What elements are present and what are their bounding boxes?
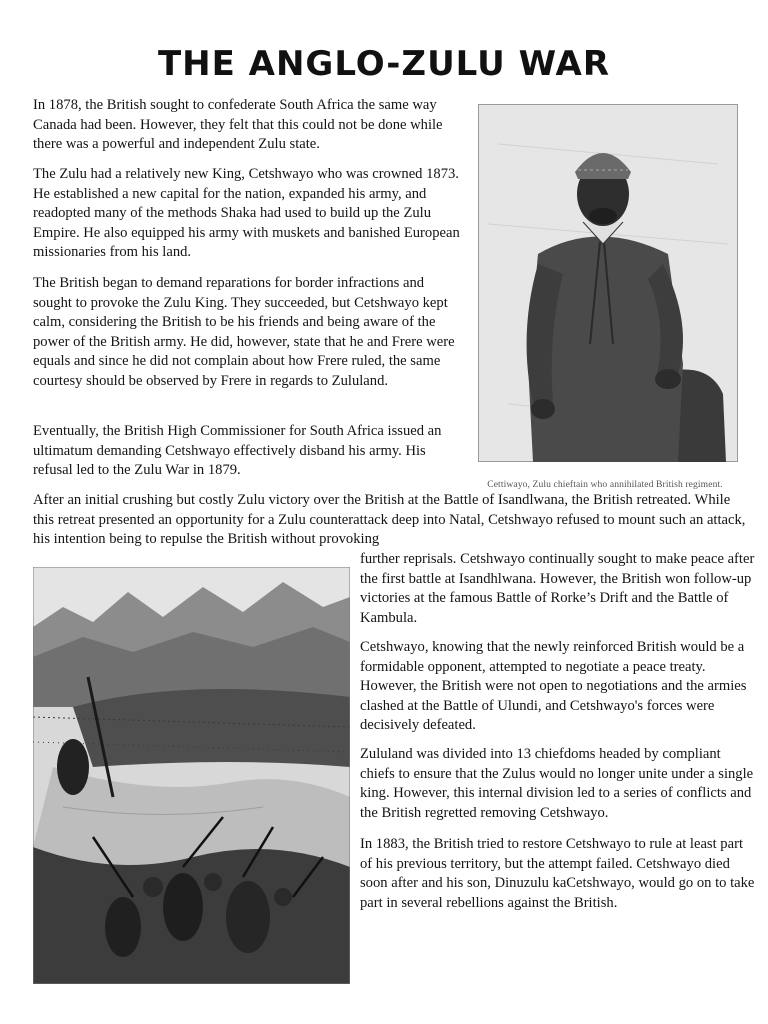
battle-engraving xyxy=(33,567,350,984)
page-title: THE ANGLO-ZULU WAR xyxy=(157,44,611,84)
paragraph-6: further reprisals. Cetshwayo continually sought to make peace after the first battle at Isandhlwana. However, the British won follow-up victories at the famous Battle of Rorke’s Drift and the Battle of Kambula. xyxy=(360,551,755,626)
paragraph-2: The Zulu had a relatively new King, Cetshwayo who was crowned 1873. He established a new capital for the nation, expanded his army, and readopted many of the methods Shaka had used to build up the Zulu Empire. He also equipped his army with muskets and banished European missionaries from his land. xyxy=(33,166,460,261)
paragraph-4: Eventually, the British High Commissioner for South Africa issued an ultimatum demanding Cetshwayo effectively disband his army. His refusal led to the Zulu War in 1879. xyxy=(33,423,442,479)
paragraph-7: Cetshwayo, knowing that the newly reinforced British would be a formidable opponent, attempted to negotiate a peace treaty. However, the British were not open to negotiations and the armies clashed at the Battle of Ulundi, and Cetshwayo's forces were decisively defeated. xyxy=(360,639,747,734)
paragraph-8: Zululand was divided into 13 chiefdoms headed by compliant chiefs to ensure that the Zulus would no longer unite under a single king. However, this internal division led to a series of conflicts and the British regretted removing Cetshwayo. xyxy=(360,746,754,821)
paragraph-9: In 1883, the British tried to restore Cetshwayo to rule at least part of his previous territory, but the attempt failed. Cetshwayo died soon after and his son, Dinuzulu kaCetshwayo, would go on to take part in several rebellions against the British. xyxy=(360,836,755,911)
paragraph-3: The British began to demand reparations for border infractions and sought to provoke the Zulu King. They succeeded, but Cetshwayo kept calm, considering the British to be his friends and being aware of the power of the British army. He did, however, state that he and Frere were equals and since he did not complain about how Frere ruled, the same courtesy should be observed by Frere in regards to Zululand. xyxy=(33,275,455,389)
paragraph-5: After an initial crushing but costly Zulu victory over the British at the Battle of Isandlwana, the British retreated. While this retreat presented an opportunity for a Zulu counterattack deep into Natal, Cetshwayo refused to mount such an attack, his intention being to repulse the British without provoking xyxy=(33,492,746,548)
portrait-photo xyxy=(478,104,738,462)
paragraph-1: In 1878, the British sought to confederate South Africa the same way Canada had been. However, they felt that this could not be done while there was a powerful and independent Zulu state. xyxy=(33,97,443,153)
portrait-caption: Cettiwayo, Zulu chieftain who annihilated British regiment. xyxy=(487,479,723,490)
